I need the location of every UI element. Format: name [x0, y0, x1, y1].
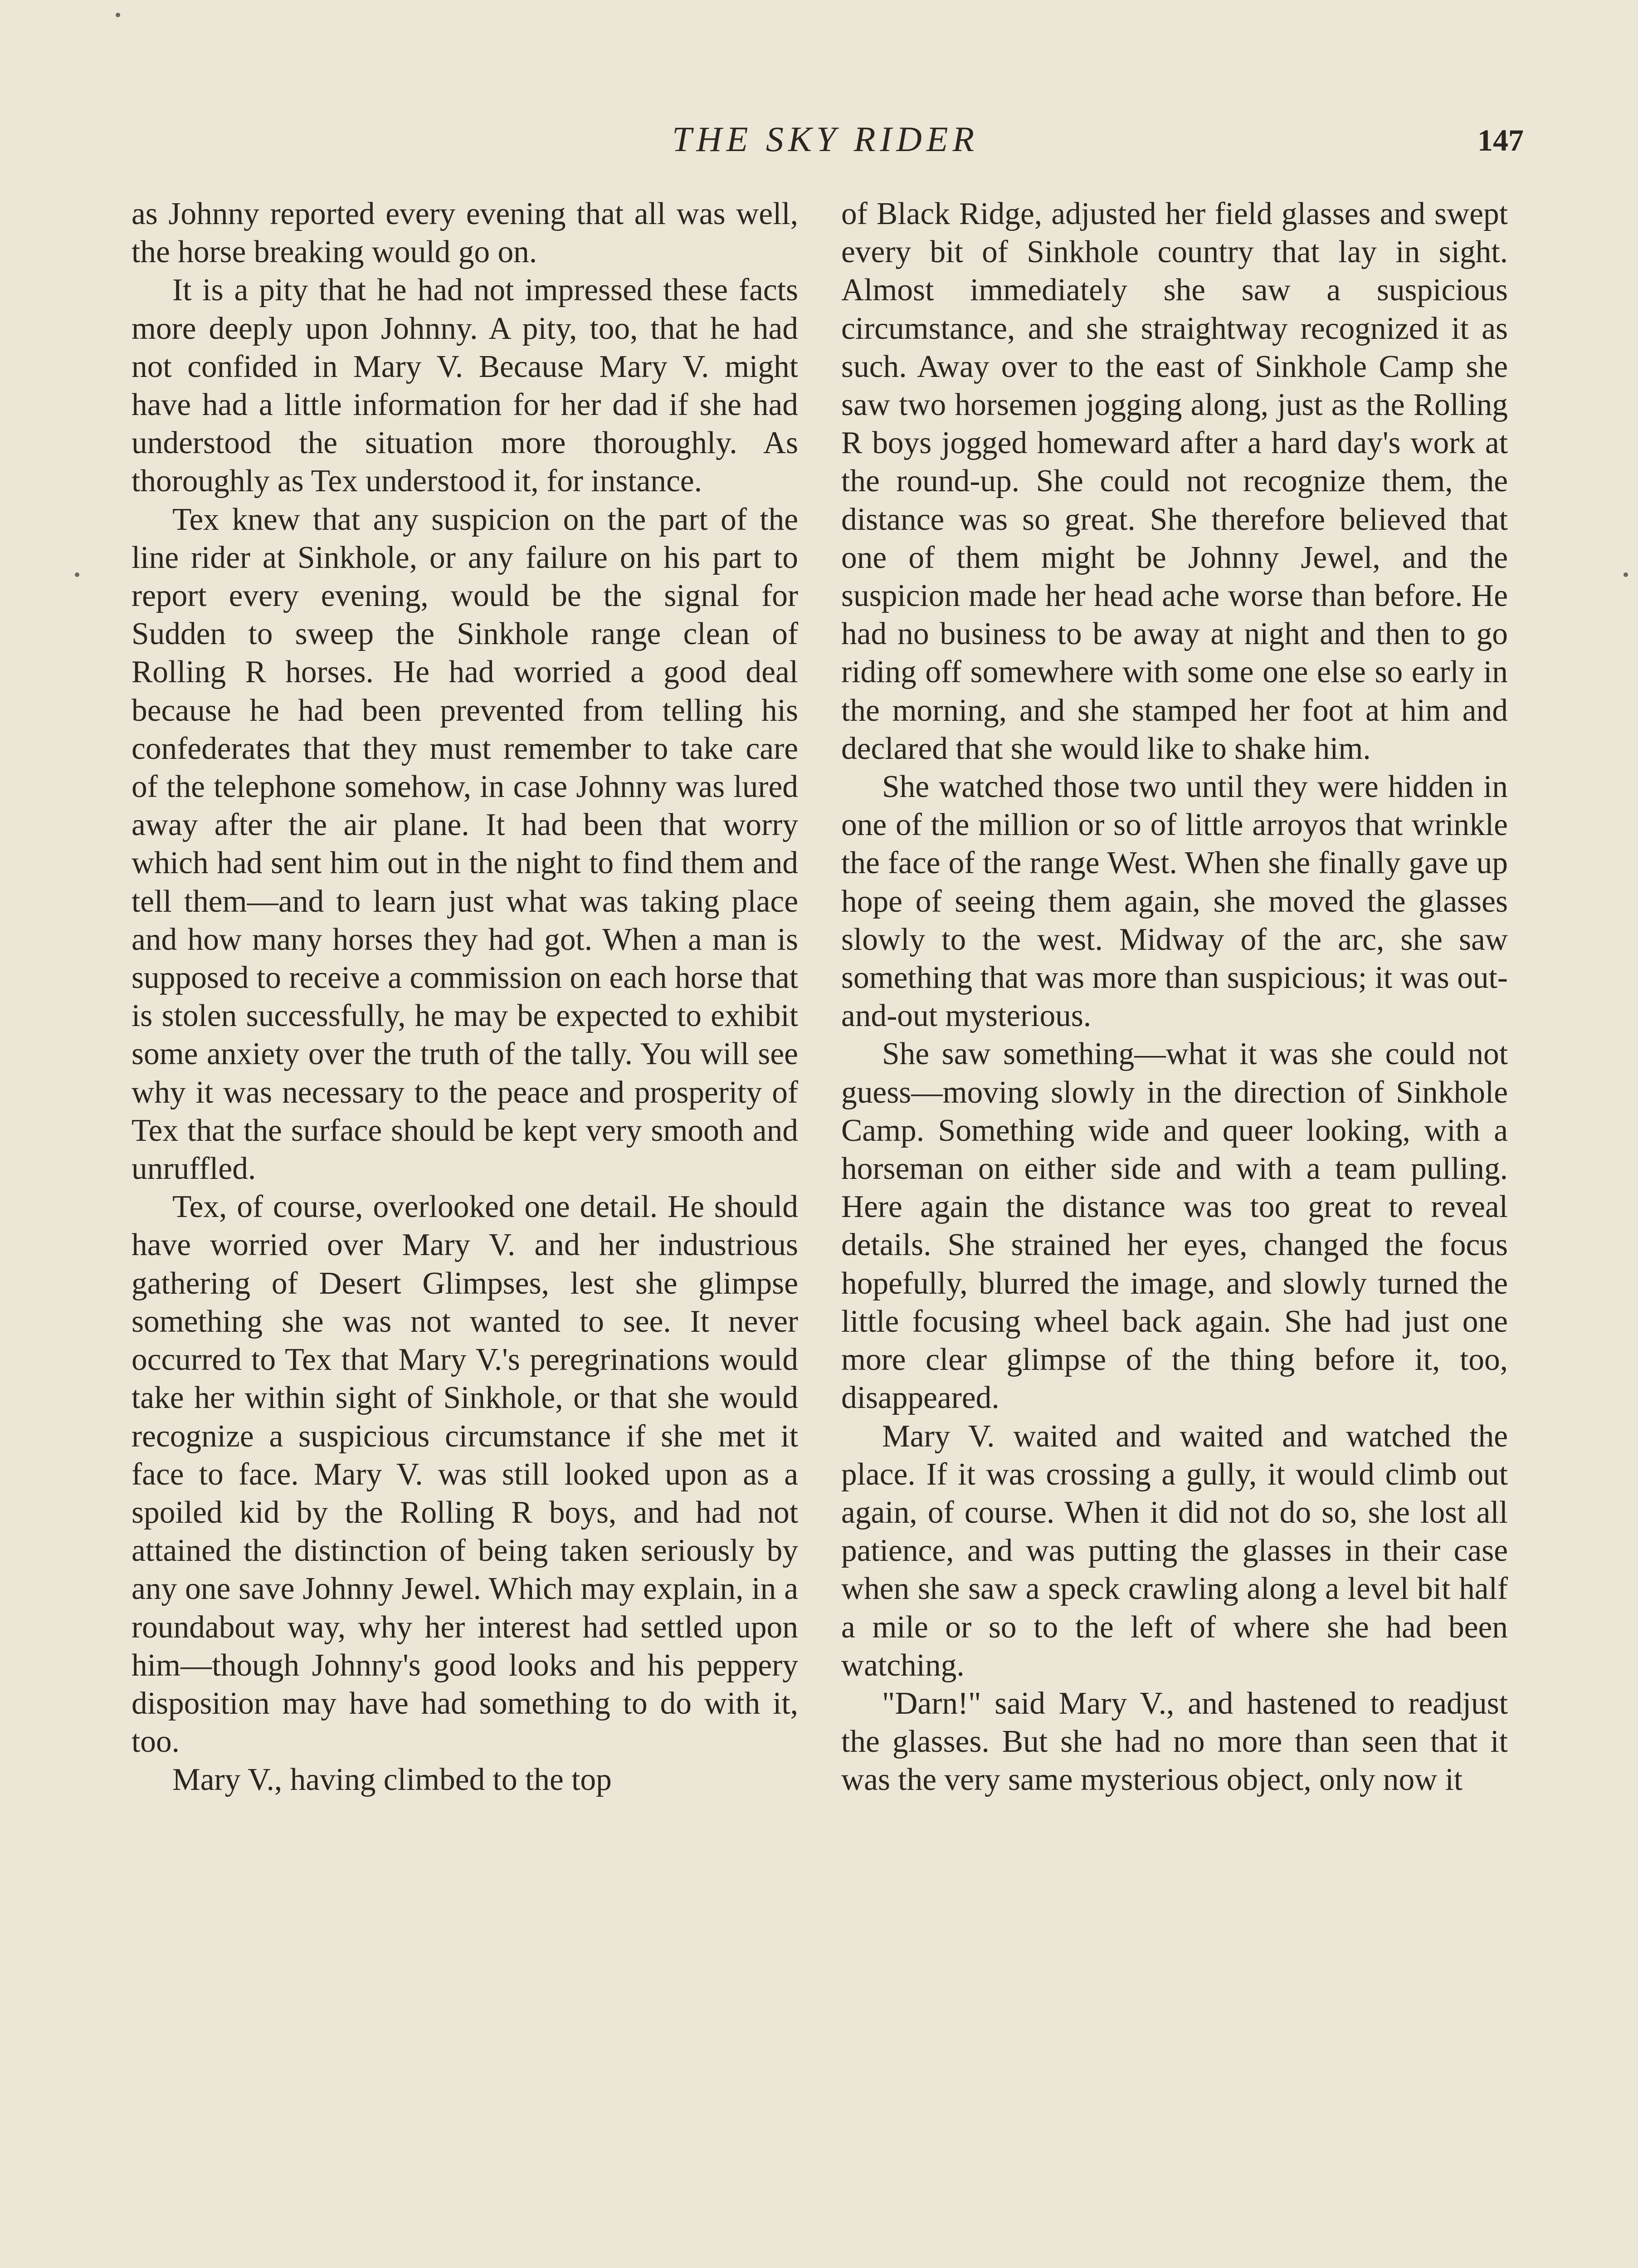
print-speck: [116, 13, 120, 17]
paragraph: as Johnny reported every evening that all was well, the horse breaking would go on.: [132, 196, 798, 270]
paragraph: Tex knew that any suspicion on the part of the line rider at Sinkhole, or any failure on his part to report every evening, would be the signal for Sudden to sweep the Sinkhole range clean of Rolling R horses. He had worried a good deal because he had been prevented from telling his confederates that they must remember to take care of the telephone somehow, in case Johnny was lured away after the air plane. It had been that worry which had sent him out in the night to find them and tell them—and to learn just what was taking place and how many horses they had got. When a man is supposed to receive a commission on each horse that is stolen successfully, he may be expected to exhibit some anxiety over the truth of the tally. You will see why it was necessary to the peace and prosperity of Tex that the surface should be kept very smooth and unruffled.: [132, 502, 798, 1187]
paragraph: "Darn!" said Mary V., and hastened to readjust the glasses. But she had no more than seen that it was the very same mysterious object, only now it: [841, 1686, 1508, 1798]
page-number: 147: [1477, 123, 1524, 157]
paragraph: She watched those two until they were hidden in one of the million or so of little arroyos that wrinkle the face of the range West. When she finally gave up hope of seeing them again, she moved the glasses slowly to the west. Midway of the arc, she saw something that was more than suspicious; it was out-and-out mysterious.: [841, 769, 1508, 1034]
paragraph: She saw something—what it was she could not guess—moving slowly in the direction of Sinkhole Camp. Something wide and queer looking, with a horseman on either side and with a team pulling. Here again the distance was too great to reveal details. She strained her eyes, changed the focus hopefully, blurred the image, and slowly turned the little focusing wheel back again. She had just one more clear glimpse of the thing before it, too, disappeared.: [841, 1036, 1508, 1416]
running-title: THE SKY RIDER: [672, 119, 979, 159]
left-column: [132, 195, 798, 2268]
print-speck: [75, 572, 79, 577]
page-header: [127, 119, 1524, 178]
paragraph: It is a pity that he had not impressed these facts more deeply upon Johnny. A pity, too, that he had not confided in Mary V. Because Mary V. might have had a little information for her dad if she had understood the situation more thoroughly. As thoroughly as Tex understood it, for instance.: [132, 273, 798, 499]
right-column: [841, 195, 1508, 2268]
paragraph: Mary V. waited and waited and watched the place. If it was crossing a gully, it would climb out again, of course. When it did not do so, she lost all patience, and was putting the glasses in their case when she saw a speck crawling along a level bit half a mile or so to the left of where she had been watching.: [841, 1418, 1508, 1683]
print-speck: [1623, 572, 1628, 577]
paragraph: Mary V., having climbed to the top: [172, 1762, 612, 1798]
paragraph: Tex, of course, overlooked one detail. He should have worried over Mary V. and her industrious gathering of Desert Glimpses, lest she glimpse something she was not wanted to see. It never occurred to Tex that Mary V.'s peregrinations would take her within sight of Sinkhole, or that she would recognize a suspicious circumstance if she met it face to face. Mary V. was still looked upon as a spoiled kid by the Rolling R boys, and had not attained the distinction of being taken seriously by any one save Johnny Jewel. Which may explain, in a roundabout way, why her interest had settled upon him—though Johnny's good looks and his peppery disposition may have had something to do with it, too.: [132, 1189, 798, 1760]
paragraph: of Black Ridge, adjusted her field glasses and swept every bit of Sinkhole country that lay in sight. Almost immediately she saw a suspicious circumstance, and she straightway recognized it as such. Away over to the east of Sinkhole Camp she saw two horsemen jogging along, just as the Rolling R boys jogged homeward after a hard day's work at the round-up. She could not recognize them, the distance was so great. She therefore believed that one of them might be Johnny Jewel, and the suspicion made her head ache worse than before. He had no business to be away at night and then to go riding off somewhere with some one else so early in the morning, and she stamped her foot at him and declared that she would like to shake him.: [841, 196, 1508, 766]
